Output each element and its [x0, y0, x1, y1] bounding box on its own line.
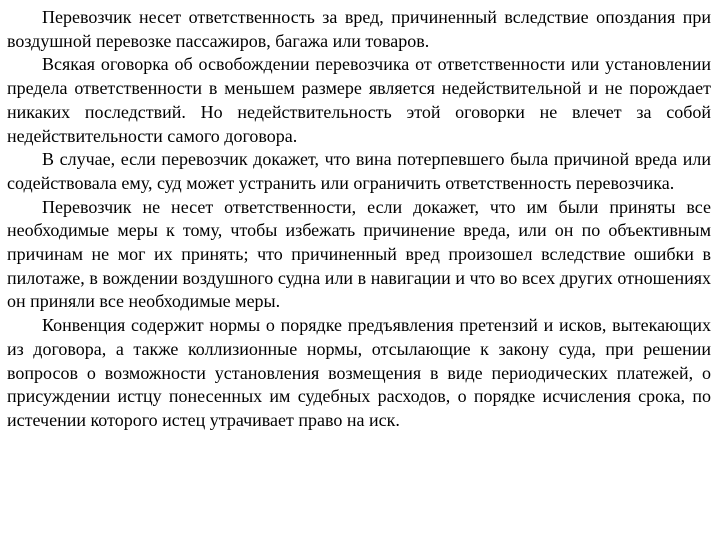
paragraph-exemption-clause-invalid: Всякая оговорка об освобождении перевозчика от ответственности или установлении предела ответственности в меньшем размере является недействительной и не порождает никаких последствий. Но недействительность этой оговорки не влечет за собой недействительности самого договора. — [7, 54, 711, 146]
paragraph-victim-fault: В случае, если перевозчик докажет, что вина потерпевшего была причиной вреда или содействовала ему, суд может устранить или ограничить ответственность перевозчика. — [7, 149, 711, 193]
paragraph-carrier-not-liable: Перевозчик не несет ответственности, если докажет, что им были приняты все необходимые меры к тому, чтобы избежать причинение вреда, или он по объективным причинам не мог их принять; что причиненный вред произошел вследствие ошибки в пилотаже, в вождении воздушного судна или в навигации и что во всех других отношениях он приняли все необходимые меры. — [7, 196, 711, 312]
paragraph-carrier-delay-liability: Перевозчик несет ответственность за вред, причиненный вследствие опоздания при воздушной перевозке пассажиров, багажа или товаров. — [7, 7, 711, 51]
paragraph-convention-norms: Конвенция содержит нормы о порядке предъявления претензий и исков, вытекающих из договора, а также коллизионные нормы, отсылающие к закону суда, при решении вопросов о возможности установления возмещения в виде периодических платежей, о присуждении истцу понесенных им судебных расходов, о порядке исчисления срока, по истечении которого истец утрачивает право на иск. — [7, 315, 711, 430]
